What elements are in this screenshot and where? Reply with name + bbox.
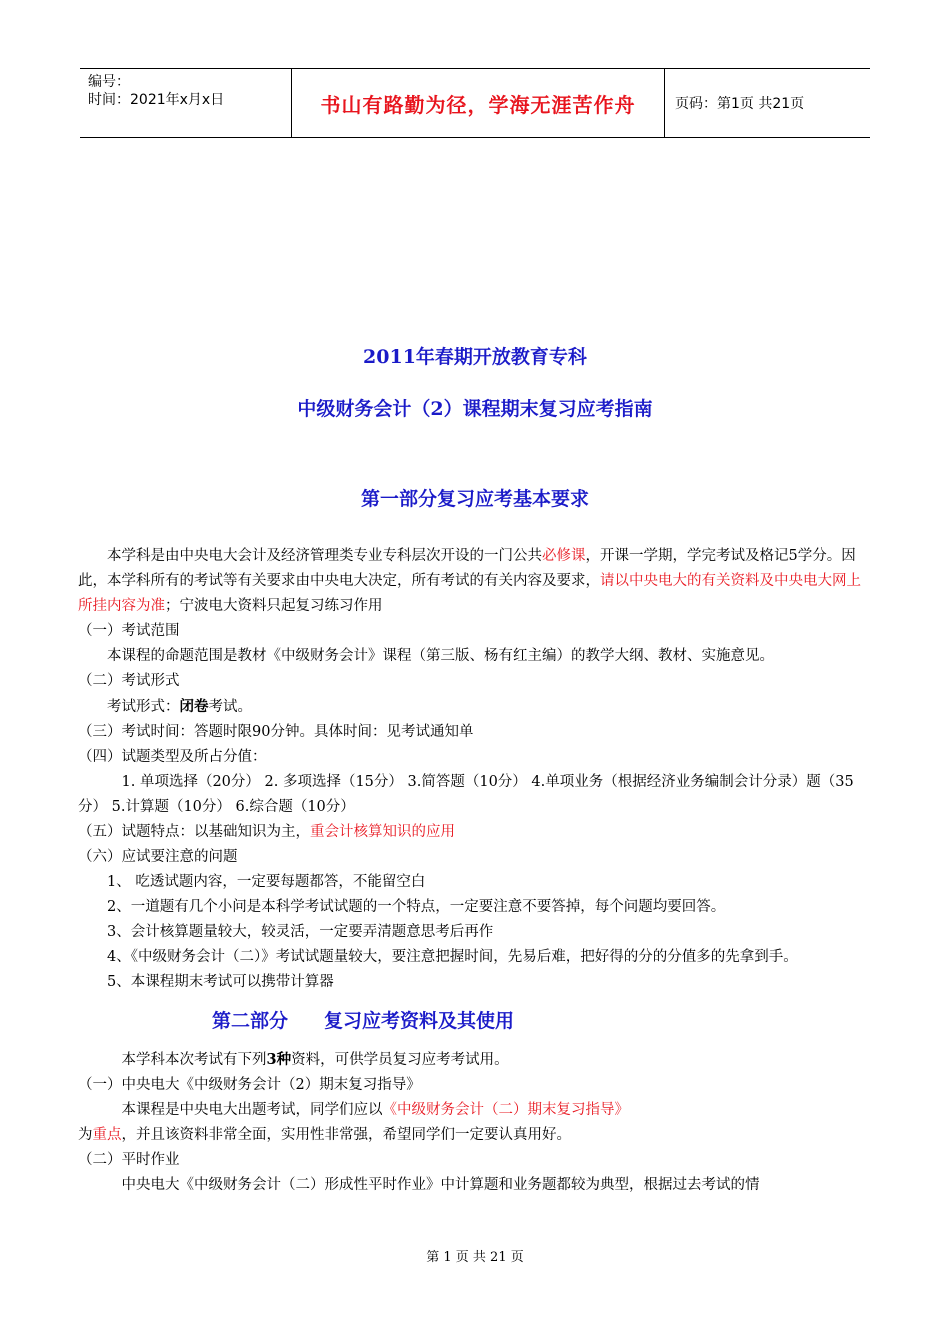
question-types: 1. 单项选择（20分） 2. 多项选择（15分） 3.简答题（10分） 4.单项业务（根据经济业务编制会计分录）题（35分） 5.计算题（10分） 6.综合题（10分）: [78, 774, 854, 815]
scope-text: 本课程的命题范围是教材《中级财务会计》课程（第三版、杨有红主编）的教学大纲、教材、实施意见。: [107, 648, 774, 664]
section-heading: （三）考试时间：答题时限90分钟。具体时间：见考试通知单: [78, 724, 474, 740]
doc-title-line2: 中级财务会计（2）课程期末复习应考指南: [297, 398, 653, 420]
section-heading: （二）考试形式: [78, 673, 180, 689]
section-heading: （五）试题特点：以基础知识为主，重会计核算知识的应用: [78, 824, 455, 840]
intro-paragraph: 本学科是由中央电大会计及经济管理类专业专科层次开设的一门公共必修课，开课一学期，学完考试及格记5学分。因此，本学科所有的考试等有关要求由中央电大决定，所有考试的有关内容及要求，请以中央电大的有关资料及中央电大网上所挂内容为准；宁波电大资料只起复习练习作用: [78, 548, 861, 614]
document-body: [78, 544, 873, 1198]
section-heading: （二）平时作业: [78, 1152, 180, 1168]
number-label: 编号：: [88, 74, 130, 90]
section-heading: （六）应试要注意的问题: [78, 849, 238, 865]
part1-heading: 第一部分复习应考基本要求: [360, 488, 589, 510]
feature-highlight: 重会计核算知识的应用: [310, 824, 455, 840]
required-course-highlight: 必修课: [542, 548, 586, 564]
guide-highlight: 《中级财务会计（二）期末复习指导》: [382, 1102, 629, 1118]
header-page-info: 页码：第1页 共21页: [675, 96, 805, 112]
header-motto: 书山有路勤为径，学海无涯苦作舟: [292, 69, 665, 137]
list-item: 4、《中级财务会计（二）》考试试题量较大，要注意把握时间，先易后难，把好得的分的分值多的先拿到手。: [107, 949, 798, 965]
section-heading: （一）考试范围: [78, 623, 180, 639]
form-text: 考试形式：闭卷考试。: [107, 698, 252, 715]
part2-intro: 本学科本次考试有下列3种资料，可供学员复习应考考试用。: [121, 1051, 509, 1068]
focus-highlight: 重点: [92, 1127, 122, 1143]
part2-heading: 第二部分 复习应考资料及其使用: [212, 1010, 515, 1032]
doc-title-line1: 2011年春期开放教育专科: [363, 346, 587, 368]
list-item: 5、本课程期末考试可以携带计算器: [107, 974, 334, 990]
time-label: 时间：2021年x月x日: [88, 92, 225, 108]
section-heading: （一）中央电大《中级财务会计（2）期末复习指导》: [78, 1077, 421, 1093]
material1-text: 本课程是中央电大出题考试，同学们应以《中级财务会计（二）期末复习指导》 为重点，并且该资料非常全面，实用性非常强，希望同学们一定要认真用好。: [78, 1102, 629, 1143]
list-item: 1、 吃透试题内容，一定要每题都答，不能留空白: [107, 874, 426, 890]
reference-highlight: 请以中央电大的有关资料及中央电大网上所挂内容为准: [78, 573, 861, 614]
material2-text: 中央电大《中级财务会计（二）形成性平时作业》中计算题和业务题都较为典型，根据过去考试的情: [121, 1177, 760, 1193]
page-footer: 第 1 页 共 21 页: [426, 1250, 524, 1265]
list-item: 2、一道题有几个小问是本科学考试试题的一个特点，一定要注意不要答掉，每个问题均要回答。: [107, 899, 726, 915]
list-item: 3、会计核算题量较大，较灵活，一定要弄清题意思考后再作: [107, 924, 494, 940]
document-header: [80, 68, 870, 138]
section-heading: （四）试题类型及所占分值：: [78, 749, 267, 765]
header-meta: [80, 69, 292, 137]
